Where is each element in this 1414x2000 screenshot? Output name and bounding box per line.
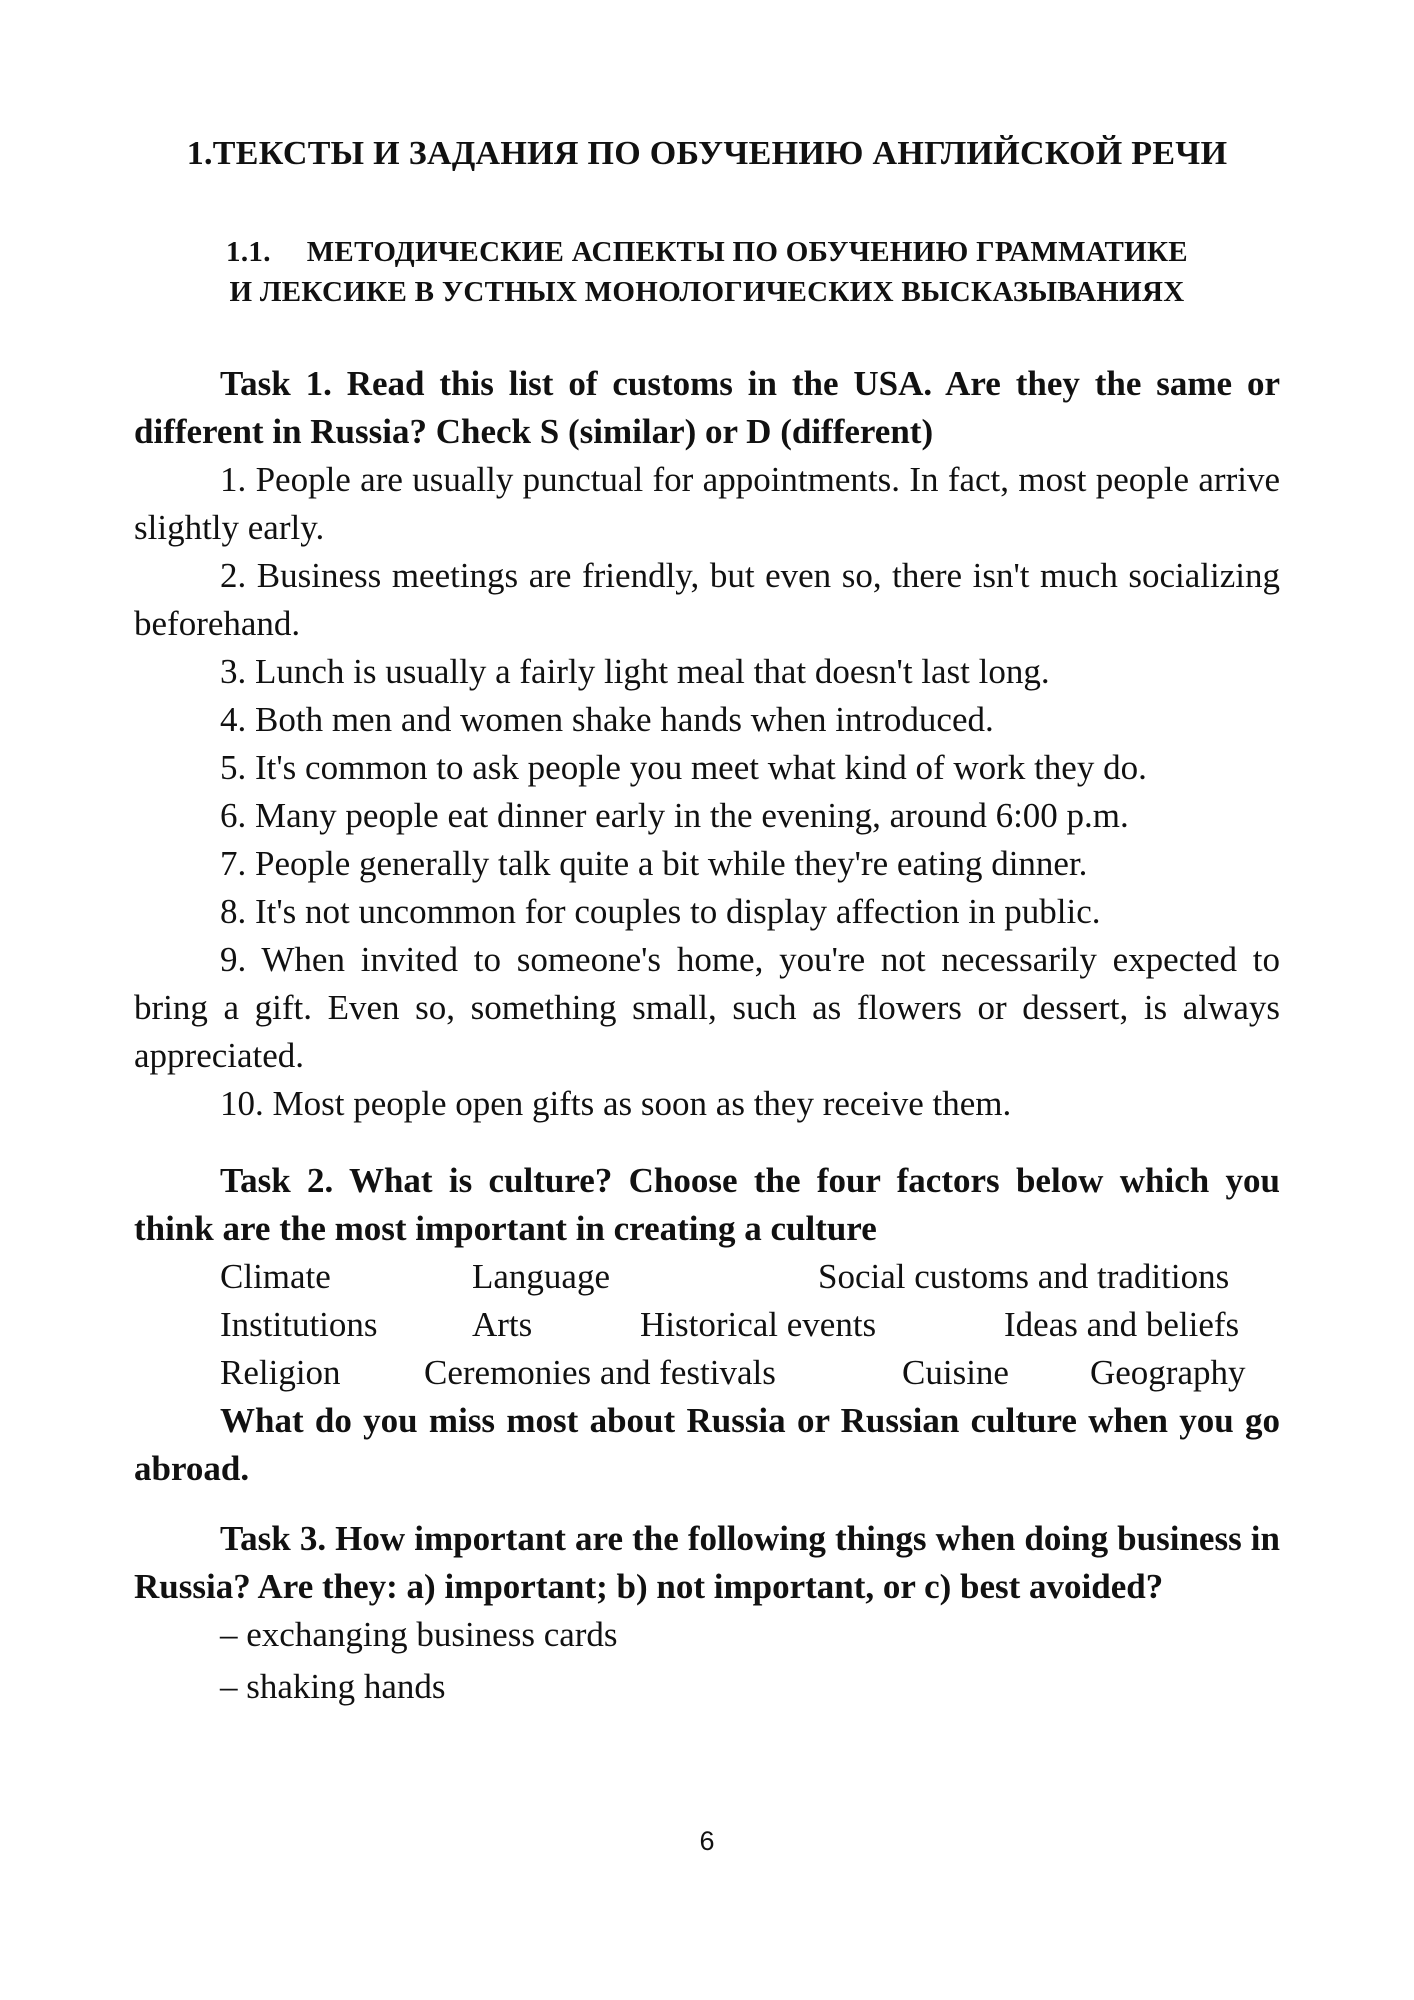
task-1-item: 2. Business meetings are friendly, but even so, there isn't much socializing beforehand. (134, 556, 1280, 643)
factor-language: Language (472, 1257, 610, 1296)
factor-institutions: Institutions (220, 1305, 378, 1344)
factor-ideas-beliefs: Ideas and beliefs (1004, 1305, 1240, 1344)
task-1-title: Task 1. Read this list of customs in the USA. Are they the same or different in Russia? Check S (similar) or D (different) (134, 364, 1280, 451)
factor-cuisine: Cuisine (902, 1353, 1009, 1392)
factor-climate: Climate (220, 1257, 331, 1296)
factor-ceremonies: Ceremonies and festivals (424, 1353, 776, 1392)
task-1-item: 4. Both men and women shake hands when introduced. (220, 700, 994, 739)
section-heading-line-1: МЕТОДИЧЕСКИЕ АСПЕКТЫ ПО ОБУЧЕНИЮ ГРАММАТИКЕ (306, 236, 1188, 268)
task-3-item: – exchanging business cards (220, 1615, 618, 1654)
task-1-item: 5. It's common to ask people you meet what kind of work they do. (220, 748, 1147, 787)
task-3-title: Task 3. How important are the following things when doing business in Russia? Are they: a) important; b) not important, or c) best avoided? (134, 1519, 1280, 1606)
task-1-item: 3. Lunch is usually a fairly light meal that doesn't last long. (220, 652, 1050, 691)
task-2 (134, 1157, 1280, 1253)
task-1 (134, 360, 1280, 1128)
factor-social-customs: Social customs and traditions (818, 1257, 1230, 1296)
factor-historical-events: Historical events (640, 1305, 877, 1344)
section-heading (0, 232, 1414, 312)
task-2-title: Task 2. What is culture? Choose the four factors below which you think are the most important in creating a culture (134, 1161, 1280, 1248)
task-1-item: 8. It's not uncommon for couples to display affection in public. (220, 892, 1101, 931)
task-1-item: 7. People generally talk quite a bit while they're eating dinner. (220, 844, 1088, 883)
factor-arts: Arts (472, 1305, 533, 1344)
task-3 (134, 1515, 1280, 1711)
section-number: 1.1. (226, 236, 271, 268)
task-1-item: 6. Many people eat dinner early in the evening, around 6:00 p.m. (220, 796, 1129, 835)
task-2-question-text: What do you miss most about Russia or Russian culture when you go abroad. (134, 1401, 1280, 1488)
factor-religion: Religion (220, 1353, 341, 1392)
page-number: 6 (699, 1826, 715, 1856)
culture-factors-grid (220, 1253, 1280, 1397)
task-2-question (134, 1397, 1280, 1493)
section-heading-line-2: И ЛЕКСИКЕ В УСТНЫХ МОНОЛОГИЧЕСКИХ ВЫСКАЗЫВАНИЯХ (229, 276, 1185, 308)
factor-geography: Geography (1090, 1353, 1246, 1392)
chapter-heading: 1.ТЕКСТЫ И ЗАДАНИЯ ПО ОБУЧЕНИЮ АНГЛИЙСКОЙ РЕЧИ (186, 135, 1228, 172)
task-3-item: – shaking hands (220, 1667, 446, 1706)
task-1-item: 9. When invited to someone's home, you're not necessarily expected to bring a gift. Even so, something small, such as flowers or dessert, is always appreciated. (134, 940, 1280, 1075)
task-1-item: 10. Most people open gifts as soon as they receive them. (220, 1084, 1012, 1123)
task-1-item: 1. People are usually punctual for appointments. In fact, most people arrive slightly early. (134, 460, 1280, 547)
